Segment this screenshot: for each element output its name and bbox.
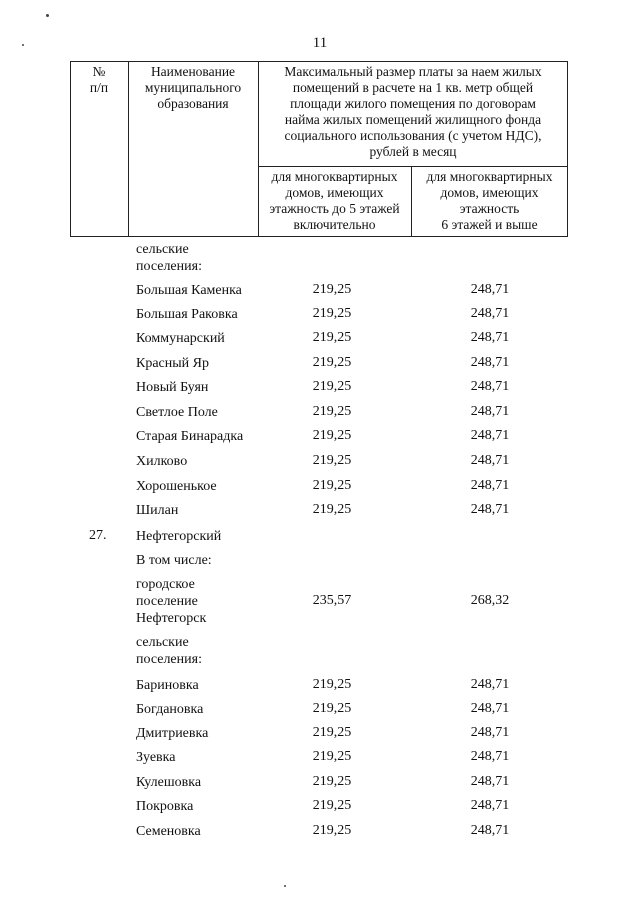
row-name: Новый Буян [136,380,209,395]
header-num: № п/п [89,64,109,95]
row-value-6-floors-plus: 248,71 [470,330,510,345]
row-name: Кулешовка [136,775,202,790]
row-name: Большая Раковка [136,307,238,322]
header-col2: для многоквартирных домов, имеющих этажность 6 этажей и выше [426,169,553,232]
row-value-6-floors-plus: 248,71 [470,823,510,838]
row-name: Хилково [136,454,188,469]
row-value-6-floors-plus: 248,71 [470,306,510,321]
row-number: 27. [89,528,107,543]
row-value-6-floors-plus: 248,71 [470,282,510,297]
row-value-up-to-5-floors: 219,25 [312,282,352,297]
row-name: Дмитриевка [136,726,209,741]
header-group-divider [258,166,568,167]
header-col1: для многоквартирных домов, имеющих этажность до 5 этажей включительно [269,169,400,232]
row-value-up-to-5-floors: 219,25 [312,677,352,692]
row-name: Шилан [136,503,179,518]
row-value-up-to-5-floors: 219,25 [312,774,352,789]
row-name: Коммунарский [136,331,225,346]
row-value-6-floors-plus: 248,71 [470,798,510,813]
row-name: Хорошенькое [136,479,217,494]
page-number: 11 [312,35,328,51]
row-value-up-to-5-floors: 219,25 [312,478,352,493]
row-value-up-to-5-floors: 219,25 [312,502,352,517]
header-name: Наименование муниципального образования [144,64,242,111]
row-name: сельские поселения: [136,635,202,667]
scan-speck [46,14,49,17]
row-value-up-to-5-floors: 219,25 [312,330,352,345]
header-group: Максимальный размер платы за наем жилых помещений в расчете на 1 кв. метр общей площади жилого помещения по договорам найма жилых помещений жилищного фонда социального использования (с учетом НДС), рублей в месяц [284,64,542,159]
row-value-up-to-5-floors: 219,25 [312,823,352,838]
row-value-up-to-5-floors: 219,25 [312,355,352,370]
row-value-6-floors-plus: 248,71 [470,404,510,419]
header-top-border [70,61,568,62]
row-value-6-floors-plus: 248,71 [470,453,510,468]
row-name: Нефтегорский [136,529,222,544]
row-name: Семеновка [136,824,201,839]
row-value-up-to-5-floors: 219,25 [312,306,352,321]
row-value-6-floors-plus: 248,71 [470,749,510,764]
row-name: Бариновка [136,678,199,693]
header-bottom-border [70,236,568,237]
row-name: сельские поселения: [136,242,202,274]
row-value-6-floors-plus: 248,71 [470,774,510,789]
row-name: Красный Яр [136,356,209,371]
row-value-6-floors-plus: 248,71 [470,725,510,740]
row-name: Старая Бинарадка [136,429,244,444]
row-name: Большая Каменка [136,283,242,298]
row-value-6-floors-plus: 248,71 [470,701,510,716]
row-value-6-floors-plus: 248,71 [470,677,510,692]
row-value-up-to-5-floors: 219,25 [312,749,352,764]
row-value-up-to-5-floors: 219,25 [312,379,352,394]
row-value-up-to-5-floors: 219,25 [312,725,352,740]
row-name: городское поселение Нефтегорск [136,577,207,626]
row-value-up-to-5-floors: 219,25 [312,428,352,443]
row-value-up-to-5-floors: 235,57 [312,593,352,608]
row-value-6-floors-plus: 268,32 [470,593,510,608]
row-value-up-to-5-floors: 219,25 [312,701,352,716]
table-header [70,61,568,237]
scan-speck [284,885,286,887]
row-value-6-floors-plus: 248,71 [470,355,510,370]
row-value-up-to-5-floors: 219,25 [312,798,352,813]
row-value-up-to-5-floors: 219,25 [312,453,352,468]
row-name: Зуевка [136,750,176,765]
row-value-6-floors-plus: 248,71 [470,379,510,394]
row-value-6-floors-plus: 248,71 [470,478,510,493]
row-name: Покровка [136,799,194,814]
row-value-6-floors-plus: 248,71 [470,502,510,517]
row-name: В том числе: [136,553,212,568]
row-value-up-to-5-floors: 219,25 [312,404,352,419]
row-name: Богдановка [136,702,204,717]
row-name: Светлое Поле [136,405,218,420]
row-value-6-floors-plus: 248,71 [470,428,510,443]
